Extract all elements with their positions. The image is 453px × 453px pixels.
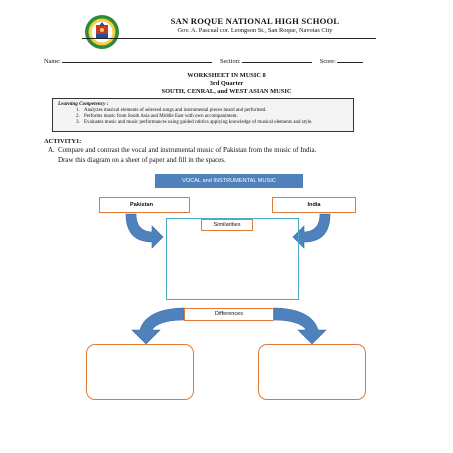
similarities-label: Similarities — [201, 219, 253, 231]
india-label: India — [272, 197, 356, 213]
competency-text: Analyzes musical elements of selected songs and instrumental pieces heard and performed. — [84, 108, 267, 113]
differences-right-arrow-icon — [274, 308, 326, 344]
left-arrow-icon — [126, 214, 163, 248]
name-label: Name: — [44, 58, 61, 65]
competency-text: Evaluates music and music performances using guided rubrics applying knowledge of musical elements and style. — [84, 120, 313, 126]
instruction-line-1: Compare and contrast the vocal and instrumental music of Pakistan from the music of India. — [58, 146, 317, 154]
section-label: Section: — [219, 58, 241, 65]
school-address: Gov. A. Pascual cor. Leongson St., San Roque, Navotas City — [177, 27, 333, 34]
competency-text: Performs music from South Asia and Middle East with own accompaniment. — [84, 114, 238, 120]
competency-number: 1. — [76, 108, 80, 113]
worksheet-title: WORKSHEET IN MUSIC 8 — [187, 72, 266, 79]
diagram-title: VOCAL and INSTRUMENTAL MUSIC — [155, 174, 303, 188]
competency-number: 3. — [76, 120, 80, 126]
activity-label: ACTIVITY1: — [44, 138, 82, 145]
quarter-title: 3rd Quarter — [209, 80, 244, 87]
instruction-line-2: Draw this diagram on a sheet of paper and fill in the spaces. — [58, 155, 226, 164]
school-name: SAN ROQUE NATIONAL HIGH SCHOOL — [170, 16, 340, 26]
topic-title: SOUTH, CENRAL, and WEST ASIAN MUSIC — [161, 88, 292, 95]
differences-left-arrow-icon — [132, 308, 184, 344]
score-label: Score: — [319, 58, 336, 65]
differences-label: Differences — [184, 308, 274, 321]
competency-heading: Learning Competency : — [58, 101, 109, 107]
pakistan-label: Pakistan — [99, 197, 190, 213]
india-differences-box — [258, 344, 366, 400]
item-letter: A. — [48, 146, 55, 154]
pakistan-differences-box — [86, 344, 194, 400]
competency-number: 2. — [76, 114, 80, 120]
